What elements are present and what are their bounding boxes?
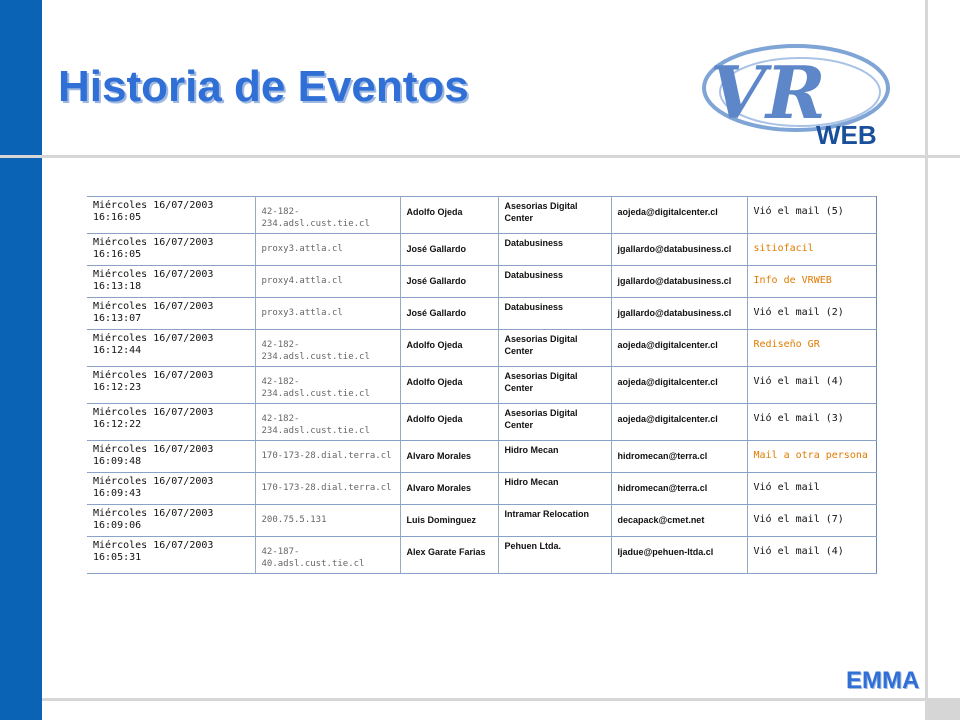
event-date: Miércoles 16/07/2003 xyxy=(93,269,214,280)
email-cell: hidromecan@terra.cl xyxy=(611,441,747,473)
host-cell: 42-182-234.adsl.cust.tie.cl xyxy=(255,367,400,404)
event-time: 16:12:22 xyxy=(93,419,142,430)
right-divider xyxy=(925,0,928,720)
action-cell: Vió el mail (2) xyxy=(747,298,876,330)
event-time: 16:05:31 xyxy=(93,552,142,563)
event-date: Miércoles 16/07/2003 xyxy=(93,444,214,455)
table-row xyxy=(87,234,876,266)
email-cell: decapack@cmet.net xyxy=(611,505,747,537)
action-cell: Vió el mail (4) xyxy=(747,367,876,404)
host-cell: 170-173-28.dial.terra.cl xyxy=(255,473,400,505)
events-table-body xyxy=(87,197,876,574)
action-cell: sitiofacil xyxy=(747,234,876,266)
name-cell: Adolfo Ojeda xyxy=(400,197,498,234)
email-cell: jgallardo@databusiness.cl xyxy=(611,234,747,266)
event-time: 16:09:48 xyxy=(93,456,142,467)
event-date: Miércoles 16/07/2003 xyxy=(93,540,214,551)
host-cell: proxy4.attla.cl xyxy=(255,266,400,298)
event-date: Miércoles 16/07/2003 xyxy=(93,237,214,248)
host-cell: proxy3.attla.cl xyxy=(255,234,400,266)
event-time: 16:12:23 xyxy=(93,382,142,393)
email-cell: jgallardo@databusiness.cl xyxy=(611,298,747,330)
action-cell: Mail a otra persona xyxy=(747,441,876,473)
email-cell: aojeda@digitalcenter.cl xyxy=(611,197,747,234)
corner-block xyxy=(926,700,960,720)
company-cell: Databusiness xyxy=(498,266,611,298)
host-cell: 42-182-234.adsl.cust.tie.cl xyxy=(255,404,400,441)
company-cell: Hidro Mecan xyxy=(498,441,611,473)
company-cell: Asesorias Digital Center xyxy=(498,404,611,441)
table-row xyxy=(87,404,876,441)
event-date: Miércoles 16/07/2003 xyxy=(93,301,214,312)
company-cell: Asesorias Digital Center xyxy=(498,330,611,367)
email-cell: aojeda@digitalcenter.cl xyxy=(611,330,747,367)
company-cell: Hidro Mecan xyxy=(498,473,611,505)
event-time: 16:16:05 xyxy=(93,212,142,223)
table-row xyxy=(87,505,876,537)
action-cell: Vió el mail xyxy=(747,473,876,505)
date-cell xyxy=(87,298,255,330)
name-cell: José Gallardo xyxy=(400,234,498,266)
event-time: 16:13:07 xyxy=(93,313,142,324)
company-cell: Asesorias Digital Center xyxy=(498,367,611,404)
table-row xyxy=(87,367,876,404)
date-cell xyxy=(87,197,255,234)
name-cell: José Gallardo xyxy=(400,266,498,298)
date-cell xyxy=(87,367,255,404)
email-cell: aojeda@digitalcenter.cl xyxy=(611,367,747,404)
date-cell xyxy=(87,234,255,266)
name-cell: José Gallardo xyxy=(400,298,498,330)
host-cell: 42-182-234.adsl.cust.tie.cl xyxy=(255,197,400,234)
email-cell: jgallardo@databusiness.cl xyxy=(611,266,747,298)
name-cell: Adolfo Ojeda xyxy=(400,404,498,441)
host-cell: 42-182-234.adsl.cust.tie.cl xyxy=(255,330,400,367)
table-row xyxy=(87,473,876,505)
events-table xyxy=(87,196,877,574)
events-table-container xyxy=(87,196,876,574)
event-date: Miércoles 16/07/2003 xyxy=(93,370,214,381)
company-cell: Databusiness xyxy=(498,298,611,330)
table-row xyxy=(87,537,876,574)
date-cell xyxy=(87,330,255,367)
date-cell xyxy=(87,505,255,537)
footer-divider xyxy=(42,698,960,701)
name-cell: Alvaro Morales xyxy=(400,473,498,505)
table-row xyxy=(87,330,876,367)
action-cell: Vió el mail (7) xyxy=(747,505,876,537)
host-cell: 200.75.5.131 xyxy=(255,505,400,537)
email-cell: hidromecan@terra.cl xyxy=(611,473,747,505)
action-cell: Info de VRWEB xyxy=(747,266,876,298)
event-date: Miércoles 16/07/2003 xyxy=(93,508,214,519)
footer-label: EMMA xyxy=(846,667,920,694)
email-cell: aojeda@digitalcenter.cl xyxy=(611,404,747,441)
table-row xyxy=(87,441,876,473)
company-cell: Intramar Relocation xyxy=(498,505,611,537)
event-time: 16:13:18 xyxy=(93,281,142,292)
name-cell: Adolfo Ojeda xyxy=(400,330,498,367)
table-row xyxy=(87,197,876,234)
date-cell xyxy=(87,266,255,298)
action-cell: Vió el mail (5) xyxy=(747,197,876,234)
left-accent-bar xyxy=(0,0,42,720)
event-date: Miércoles 16/07/2003 xyxy=(93,407,214,418)
company-cell: Asesorias Digital Center xyxy=(498,197,611,234)
event-time: 16:16:05 xyxy=(93,249,142,260)
event-date: Miércoles 16/07/2003 xyxy=(93,200,214,211)
event-time: 16:09:43 xyxy=(93,488,142,499)
date-cell xyxy=(87,404,255,441)
page-title: Historia de Eventos xyxy=(58,62,469,111)
host-cell: 42-187-40.adsl.cust.tie.cl xyxy=(255,537,400,574)
event-time: 16:09:06 xyxy=(93,520,142,531)
host-cell: 170-173-28.dial.terra.cl xyxy=(255,441,400,473)
date-cell xyxy=(87,441,255,473)
host-cell: proxy3.attla.cl xyxy=(255,298,400,330)
company-cell: Pehuen Ltda. xyxy=(498,537,611,574)
name-cell: Alvaro Morales xyxy=(400,441,498,473)
name-cell: Luis Dominguez xyxy=(400,505,498,537)
event-date: Miércoles 16/07/2003 xyxy=(93,476,214,487)
logo-vr-text: VR xyxy=(710,50,826,135)
date-cell xyxy=(87,473,255,505)
name-cell: Alex Garate Farias xyxy=(400,537,498,574)
action-cell: Vió el mail (3) xyxy=(747,404,876,441)
logo-web-text: WEB xyxy=(816,120,877,150)
email-cell: ljadue@pehuen-ltda.cl xyxy=(611,537,747,574)
vrweb-logo xyxy=(688,36,916,152)
table-row xyxy=(87,298,876,330)
event-date: Miércoles 16/07/2003 xyxy=(93,333,214,344)
name-cell: Adolfo Ojeda xyxy=(400,367,498,404)
date-cell xyxy=(87,537,255,574)
header-divider xyxy=(0,155,960,158)
event-time: 16:12:44 xyxy=(93,345,142,356)
table-row xyxy=(87,266,876,298)
company-cell: Databusiness xyxy=(498,234,611,266)
action-cell: Rediseño GR xyxy=(747,330,876,367)
action-cell: Vió el mail (4) xyxy=(747,537,876,574)
